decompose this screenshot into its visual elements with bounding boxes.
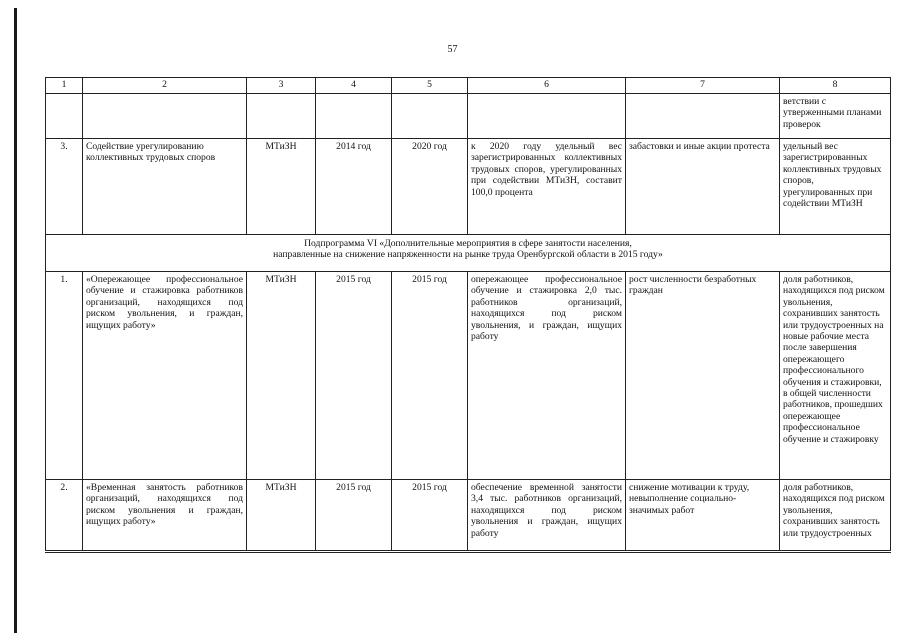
column-number: 2 — [83, 78, 247, 94]
event-cell — [83, 94, 247, 139]
start-year-cell: 2014 год — [316, 139, 392, 235]
table-row — [46, 139, 891, 235]
indicator-cell: доля работников, находящихся под риском увольнения, сохранивших занятость или трудоустроенных на новые рабочие места после завершения опережающего профессионального обучения и стажировки, в общей численности работников, прошедших опережающее профессиональное обучение и стажировку — [780, 272, 891, 480]
column-number: 3 — [247, 78, 316, 94]
subprogram-title-line1: Подпрограмма VI «Дополнительные мероприятия в сфере занятости населения, — [304, 238, 632, 249]
subprogram-heading — [46, 235, 891, 272]
indicator-cell: ветствии с утверженными планами проверок — [780, 94, 891, 139]
result-cell — [468, 94, 626, 139]
start-year-cell: 2015 год — [316, 480, 392, 552]
subprogram-row — [46, 235, 891, 272]
executor-cell: МТиЗН — [247, 272, 316, 480]
result-cell: обеспечение временной занятости 3,4 тыс. работников организаций, находящихся под риском увольнения и граждан, ищущих работу — [468, 480, 626, 552]
column-number: 5 — [392, 78, 468, 94]
column-number: 8 — [780, 78, 891, 94]
subprogram-title-line2: направленные на снижение напряженности на рынке труда Оренбургской области в 2015 году» — [273, 249, 663, 261]
end-year-cell — [392, 94, 468, 139]
end-year-cell: 2020 год — [392, 139, 468, 235]
table-row — [46, 272, 891, 480]
end-year-cell: 2015 год — [392, 272, 468, 480]
column-number: 6 — [468, 78, 626, 94]
end-year-cell: 2015 год — [392, 480, 468, 552]
consequences-cell: рост численности безработных граждан — [626, 272, 780, 480]
row-number — [46, 94, 83, 139]
column-number: 1 — [46, 78, 83, 94]
start-year-cell: 2015 год — [316, 272, 392, 480]
result-cell: к 2020 году удельный вес зарегистрированных коллективных трудовых споров, урегулированных при содействии МТиЗН, составит 100,0 процента — [468, 139, 626, 235]
table-row — [46, 94, 891, 139]
result-cell: опережающее профессиональное обучение и стажировка 2,0 тыс. работников организаций, находящихся под риском увольнения, и граждан, ищущих работу — [468, 272, 626, 480]
consequences-cell — [626, 94, 780, 139]
column-number: 7 — [626, 78, 780, 94]
indicator-cell: удельный вес зарегистрированных коллективных трудовых споров, урегулированных при содействии МТиЗН — [780, 139, 891, 235]
executor-cell: МТиЗН — [247, 139, 316, 235]
column-number: 4 — [316, 78, 392, 94]
column-number-row — [46, 78, 891, 94]
executor-cell: МТиЗН — [247, 480, 316, 552]
page-edge-bar — [14, 8, 17, 633]
consequences-cell: забастовки и иные акции протеста — [626, 139, 780, 235]
event-cell: «Опережающее профессиональное обучение и стажировка работников организаций, находящихся под риском увольнения, и граждан, ищущих работу» — [83, 272, 247, 480]
row-number: 2. — [46, 480, 83, 552]
row-number: 1. — [46, 272, 83, 480]
row-number: 3. — [46, 139, 83, 235]
start-year-cell — [316, 94, 392, 139]
event-cell: Содействие урегулированию коллективных трудовых споров — [83, 139, 247, 235]
event-cell: «Временная занятость работников организаций, находящихся под риском увольнения и граждан, ищущих работу» — [83, 480, 247, 552]
program-table — [45, 77, 891, 553]
executor-cell — [247, 94, 316, 139]
table-row — [46, 480, 891, 552]
consequences-cell: снижение мотивации к труду, невыполнение социально-значимых работ — [626, 480, 780, 552]
page-number: 57 — [447, 44, 458, 55]
indicator-cell: доля работников, находящихся под риском увольнения, сохранивших занятость или трудоустроенных — [780, 480, 891, 552]
